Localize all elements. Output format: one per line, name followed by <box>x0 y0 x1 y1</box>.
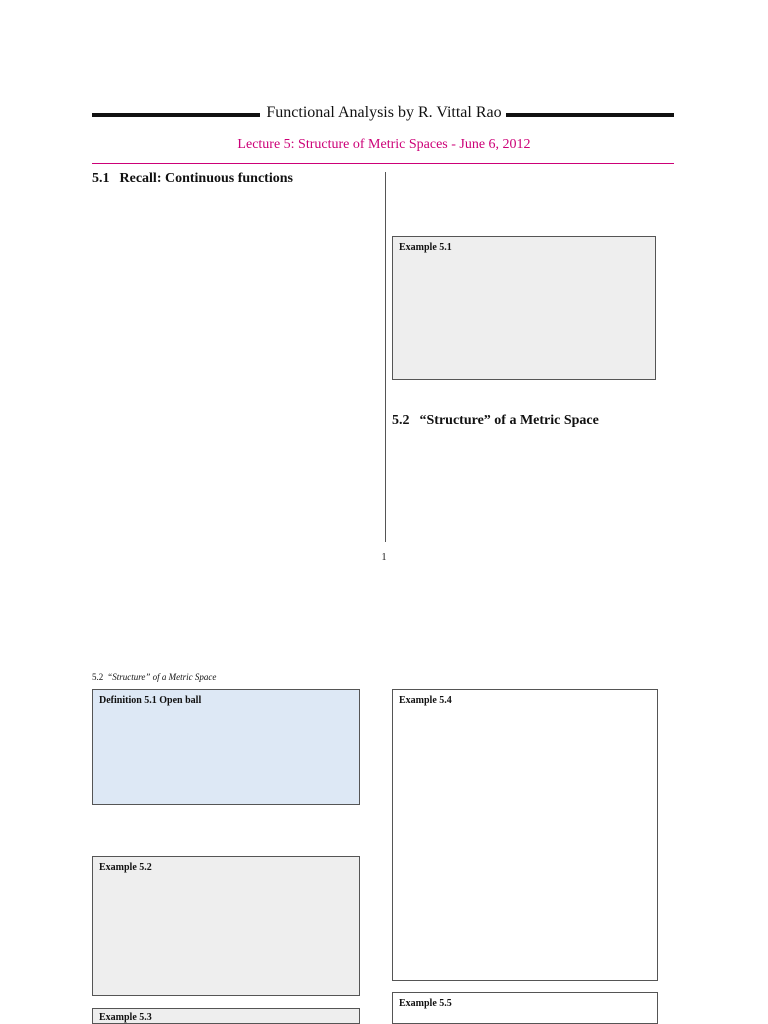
box-title: Example 5.3 <box>99 1012 152 1023</box>
example-5-5-box <box>392 992 658 1024</box>
section-title: “Structure” of a Metric Space <box>419 413 599 428</box>
box-title: Example 5.4 <box>399 695 452 706</box>
running-number: 5.2 <box>92 672 104 682</box>
section-number: 5.2 <box>392 413 410 428</box>
title-rule-right <box>506 113 674 117</box>
lecture-title: Lecture 5: Structure of Metric Spaces - June 6, 2012 <box>237 137 531 152</box>
running-title: “Structure” of a Metric Space <box>107 672 217 682</box>
lecture-rule <box>92 163 674 164</box>
title-rule-left <box>92 113 260 117</box>
section-number: 5.1 <box>92 171 110 186</box>
example-5-1-box <box>392 236 656 380</box>
running-header <box>92 672 216 682</box>
example-5-2-box <box>92 856 360 996</box>
section-5-2-heading <box>392 413 599 429</box>
box-title: Definition 5.1 Open ball <box>99 695 202 706</box>
example-5-3-box <box>92 1008 360 1024</box>
box-title: Example 5.5 <box>399 998 452 1009</box>
section-5-1-heading <box>92 171 293 187</box>
example-5-4-box <box>392 689 658 981</box>
document-title: Functional Analysis by R. Vittal Rao <box>266 104 502 121</box>
page-number: 1 <box>381 552 387 563</box>
column-divider <box>385 172 386 542</box>
box-title: Example 5.1 <box>399 242 452 253</box>
definition-5-1-box <box>92 689 360 805</box>
section-title: Recall: Continuous functions <box>119 171 293 186</box>
box-title: Example 5.2 <box>99 862 152 873</box>
